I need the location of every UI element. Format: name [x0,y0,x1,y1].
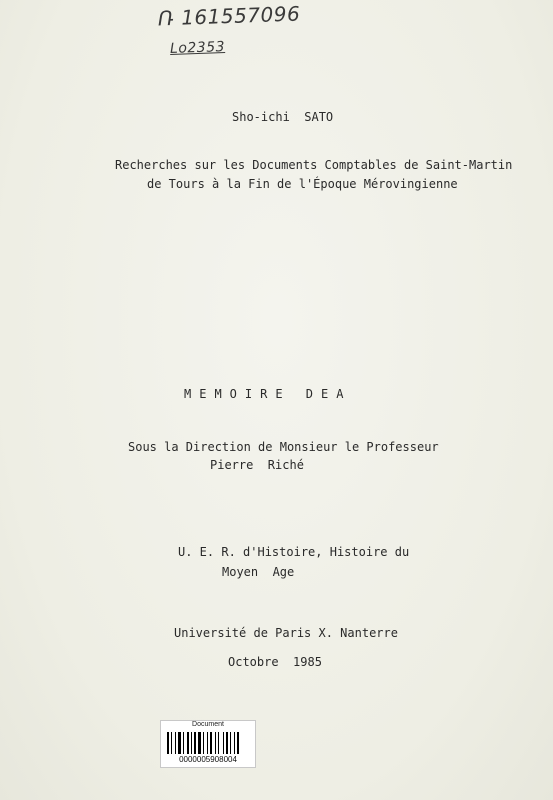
title-line-2: de Tours à la Fin de l'Époque Mérovingienne [147,177,458,191]
thesis-type: MEMOIRE DEA [184,387,352,401]
handwritten-shelfmark: Ռ 161557096 [157,1,301,31]
direction-line-1: Sous la Direction de Monsieur le Professeur [128,440,439,454]
supervisor-name: Pierre Riché [210,458,304,472]
document-date: Octobre 1985 [228,655,322,669]
barcode-number: 0000005908004 [179,755,237,764]
author-name: Sho-ichi SATO [232,110,334,124]
handwritten-note: Lo2353 [169,39,226,57]
department-line-2: Moyen Age [222,565,295,579]
barcode-label: Document [192,721,224,728]
department-line-1: U. E. R. d'Histoire, Histoire du [178,545,410,559]
barcode-sticker [160,720,256,768]
barcode-icon [167,732,249,754]
title-line-1: Recherches sur les Documents Comptables de Saint-Martin [115,158,513,172]
university-name: Université de Paris X. Nanterre [174,626,398,640]
